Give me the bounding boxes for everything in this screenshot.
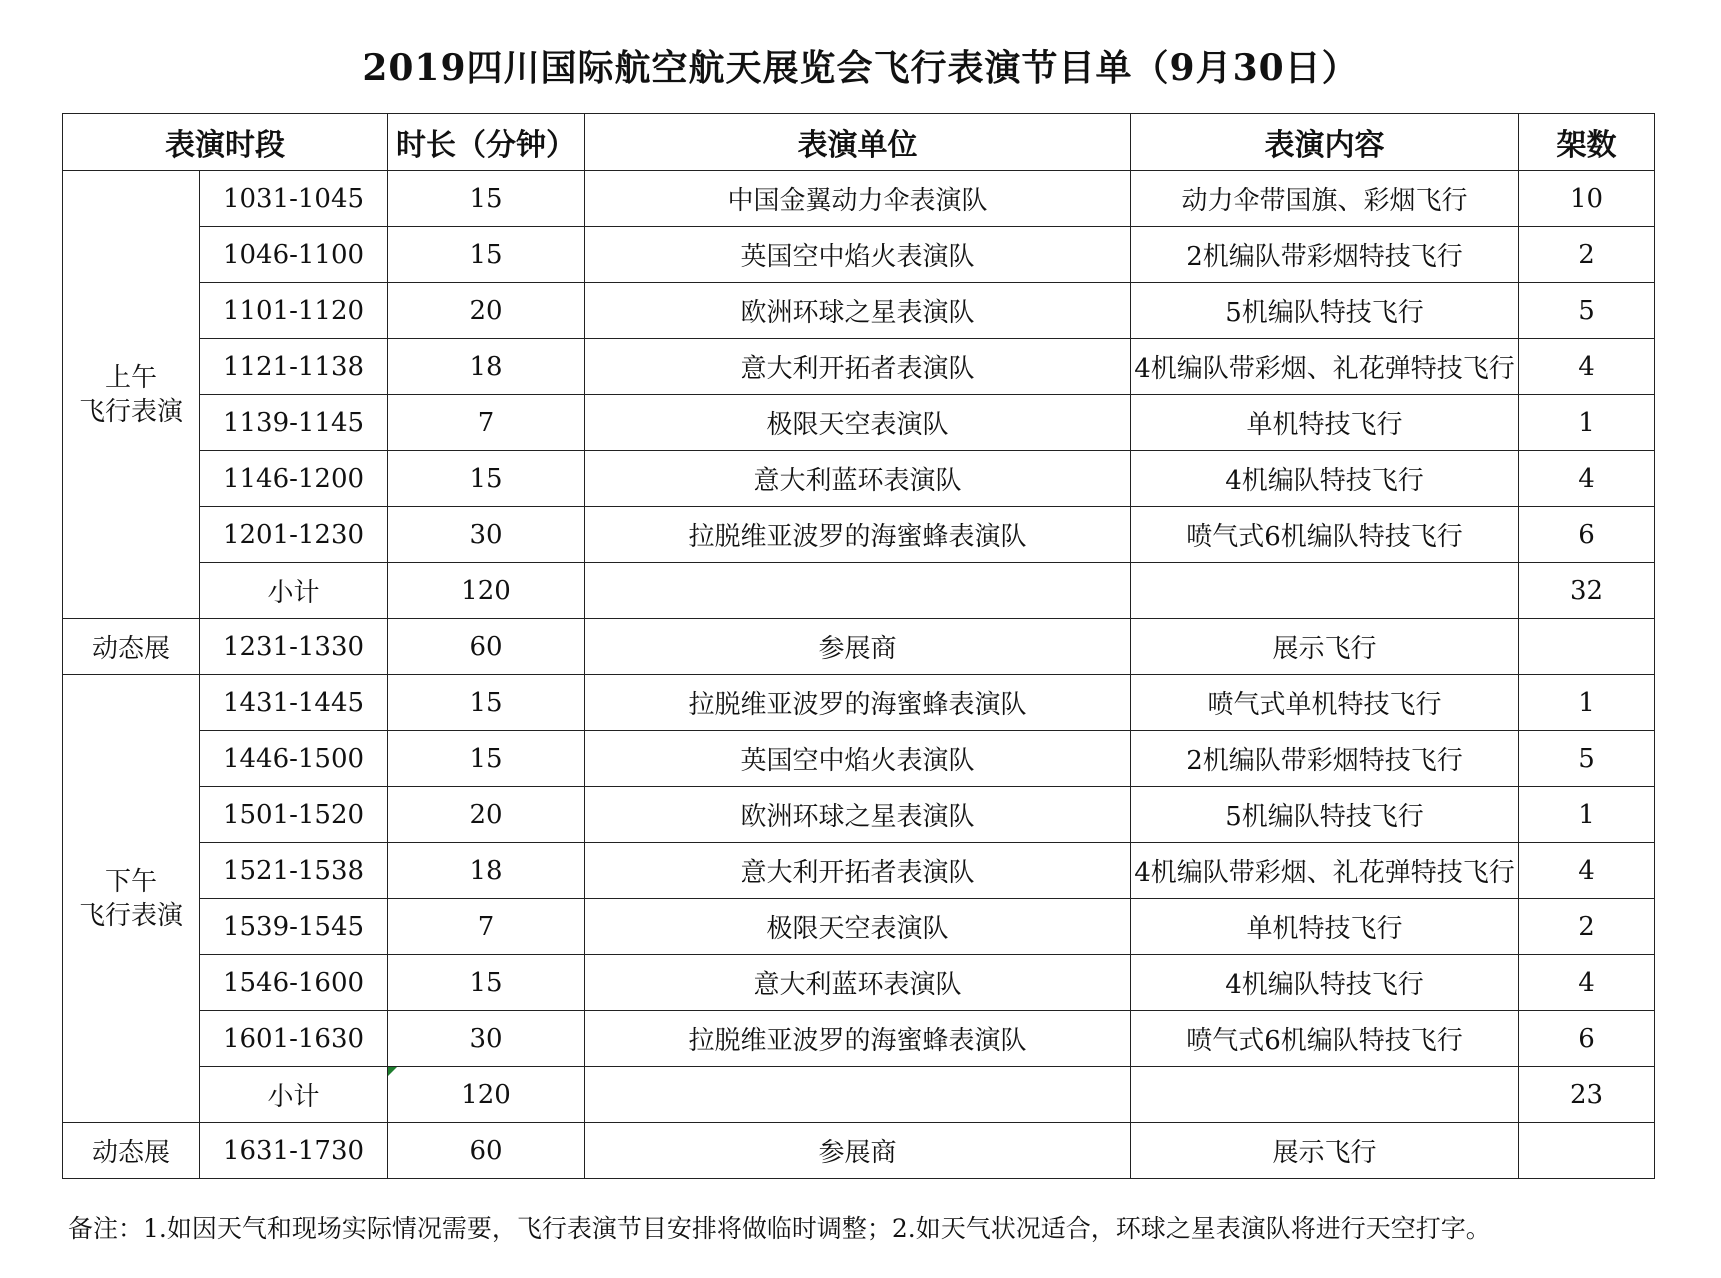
- duration-cell: 30: [388, 1011, 585, 1067]
- unit-cell: 意大利蓝环表演队: [585, 955, 1131, 1011]
- content-cell: 喷气式单机特技飞行: [1131, 675, 1519, 731]
- count-cell: 4: [1519, 955, 1655, 1011]
- count-cell: 4: [1519, 843, 1655, 899]
- content-cell: 单机特技飞行: [1131, 395, 1519, 451]
- content-cell: 喷气式6机编队特技飞行: [1131, 507, 1519, 563]
- content-cell: 5机编队特技飞行: [1131, 787, 1519, 843]
- dynamic-row: [63, 619, 1655, 675]
- content-cell: 4机编队特技飞行: [1131, 451, 1519, 507]
- empty-cell: [1131, 1067, 1519, 1123]
- table-row: [63, 675, 1655, 731]
- time-cell: 1446-1500: [200, 731, 388, 787]
- duration-cell: 20: [388, 283, 585, 339]
- header-unit: 表演单位: [585, 114, 1131, 171]
- table-row: [63, 843, 1655, 899]
- content-cell: 动力伞带国旗、彩烟飞行: [1131, 171, 1519, 227]
- time-cell: 1546-1600: [200, 955, 388, 1011]
- unit-cell: 英国空中焰火表演队: [585, 227, 1131, 283]
- header-content: 表演内容: [1131, 114, 1519, 171]
- time-cell: 1139-1145: [200, 395, 388, 451]
- subtotal-label: 小计: [200, 1067, 388, 1123]
- duration-cell: 15: [388, 227, 585, 283]
- time-cell: 1601-1630: [200, 1011, 388, 1067]
- header-row: [63, 114, 1655, 171]
- duration-cell: 15: [388, 955, 585, 1011]
- count-cell: 5: [1519, 283, 1655, 339]
- unit-cell: 意大利开拓者表演队: [585, 843, 1131, 899]
- content-cell: 2机编队带彩烟特技飞行: [1131, 731, 1519, 787]
- content-cell: 5机编队特技飞行: [1131, 283, 1519, 339]
- unit-cell: 极限天空表演队: [585, 395, 1131, 451]
- count-cell: 5: [1519, 731, 1655, 787]
- time-cell: 1201-1230: [200, 507, 388, 563]
- table-row: [63, 451, 1655, 507]
- content-cell: 展示飞行: [1131, 1123, 1519, 1179]
- subtotal-count: 23: [1519, 1067, 1655, 1123]
- duration-cell: 20: [388, 787, 585, 843]
- unit-cell: 意大利开拓者表演队: [585, 339, 1131, 395]
- header-count: 架数: [1519, 114, 1655, 171]
- duration-cell: 15: [388, 731, 585, 787]
- count-cell: 10: [1519, 171, 1655, 227]
- duration-cell: 18: [388, 339, 585, 395]
- count-cell: 1: [1519, 787, 1655, 843]
- dynamic-row: [63, 1123, 1655, 1179]
- unit-cell: 拉脱维亚波罗的海蜜蜂表演队: [585, 1011, 1131, 1067]
- count-cell: [1519, 619, 1655, 675]
- count-cell: 1: [1519, 395, 1655, 451]
- table-row: [63, 227, 1655, 283]
- table-row: [63, 1011, 1655, 1067]
- page-title: 2019四川国际航空航天展览会飞行表演节目单（9月30日）: [362, 47, 1359, 89]
- duration-cell: 60: [388, 619, 585, 675]
- unit-cell: 意大利蓝环表演队: [585, 451, 1131, 507]
- empty-cell: [585, 1067, 1131, 1123]
- table-row: [63, 899, 1655, 955]
- subtotal-row: [63, 1067, 1655, 1123]
- table-row: [63, 507, 1655, 563]
- count-cell: 6: [1519, 507, 1655, 563]
- count-cell: 4: [1519, 339, 1655, 395]
- header-period: 表演时段: [63, 114, 388, 171]
- empty-cell: [1131, 563, 1519, 619]
- empty-cell: [585, 563, 1131, 619]
- subtotal-duration: 120: [388, 1067, 585, 1123]
- content-cell: 4机编队特技飞行: [1131, 955, 1519, 1011]
- unit-cell: 欧洲环球之星表演队: [585, 283, 1131, 339]
- duration-cell: 15: [388, 675, 585, 731]
- footnote: 备注：1.如因天气和现场实际情况需要，飞行表演节目安排将做临时调整；2.如天气状况适合，环球之星表演队将进行天空打字。: [68, 1214, 1491, 1243]
- time-cell: 1631-1730: [200, 1123, 388, 1179]
- table-row: [63, 955, 1655, 1011]
- unit-cell: 中国金翼动力伞表演队: [585, 171, 1131, 227]
- count-cell: 1: [1519, 675, 1655, 731]
- table-row: [63, 731, 1655, 787]
- unit-cell: 极限天空表演队: [585, 899, 1131, 955]
- table-row: [63, 787, 1655, 843]
- subtotal-label: 小计: [200, 563, 388, 619]
- unit-cell: 参展商: [585, 619, 1131, 675]
- table-row: [63, 339, 1655, 395]
- duration-cell: 18: [388, 843, 585, 899]
- subtotal-row: [63, 563, 1655, 619]
- count-cell: 2: [1519, 227, 1655, 283]
- time-cell: 1031-1045: [200, 171, 388, 227]
- schedule-table: [62, 113, 1655, 1179]
- time-cell: 1146-1200: [200, 451, 388, 507]
- dynamic-label: 动态展: [63, 1123, 200, 1179]
- time-cell: 1521-1538: [200, 843, 388, 899]
- unit-cell: 参展商: [585, 1123, 1131, 1179]
- time-cell: 1539-1545: [200, 899, 388, 955]
- content-cell: 展示飞行: [1131, 619, 1519, 675]
- duration-cell: 7: [388, 899, 585, 955]
- time-cell: 1121-1138: [200, 339, 388, 395]
- unit-cell: 拉脱维亚波罗的海蜜蜂表演队: [585, 675, 1131, 731]
- afternoon-period-label: 下午 飞行表演: [63, 675, 200, 1123]
- content-cell: 4机编队带彩烟、礼花弹特技飞行: [1131, 843, 1519, 899]
- time-cell: 1101-1120: [200, 283, 388, 339]
- content-cell: 2机编队带彩烟特技飞行: [1131, 227, 1519, 283]
- content-cell: 4机编队带彩烟、礼花弹特技飞行: [1131, 339, 1519, 395]
- time-cell: 1231-1330: [200, 619, 388, 675]
- unit-cell: 英国空中焰火表演队: [585, 731, 1131, 787]
- morning-period-label: 上午 飞行表演: [63, 171, 200, 619]
- content-cell: 喷气式6机编队特技飞行: [1131, 1011, 1519, 1067]
- subtotal-duration: 120: [388, 563, 585, 619]
- count-cell: 2: [1519, 899, 1655, 955]
- time-cell: 1046-1100: [200, 227, 388, 283]
- count-cell: 6: [1519, 1011, 1655, 1067]
- dynamic-label: 动态展: [63, 619, 200, 675]
- duration-cell: 15: [388, 171, 585, 227]
- time-cell: 1431-1445: [200, 675, 388, 731]
- content-cell: 单机特技飞行: [1131, 899, 1519, 955]
- unit-cell: 拉脱维亚波罗的海蜜蜂表演队: [585, 507, 1131, 563]
- count-cell: 4: [1519, 451, 1655, 507]
- duration-cell: 60: [388, 1123, 585, 1179]
- time-cell: 1501-1520: [200, 787, 388, 843]
- count-cell: [1519, 1123, 1655, 1179]
- subtotal-count: 32: [1519, 563, 1655, 619]
- table-row: [63, 395, 1655, 451]
- duration-cell: 7: [388, 395, 585, 451]
- table-row: [63, 283, 1655, 339]
- header-duration: 时长（分钟）: [388, 114, 585, 171]
- duration-cell: 30: [388, 507, 585, 563]
- unit-cell: 欧洲环球之星表演队: [585, 787, 1131, 843]
- table-row: [63, 171, 1655, 227]
- duration-cell: 15: [388, 451, 585, 507]
